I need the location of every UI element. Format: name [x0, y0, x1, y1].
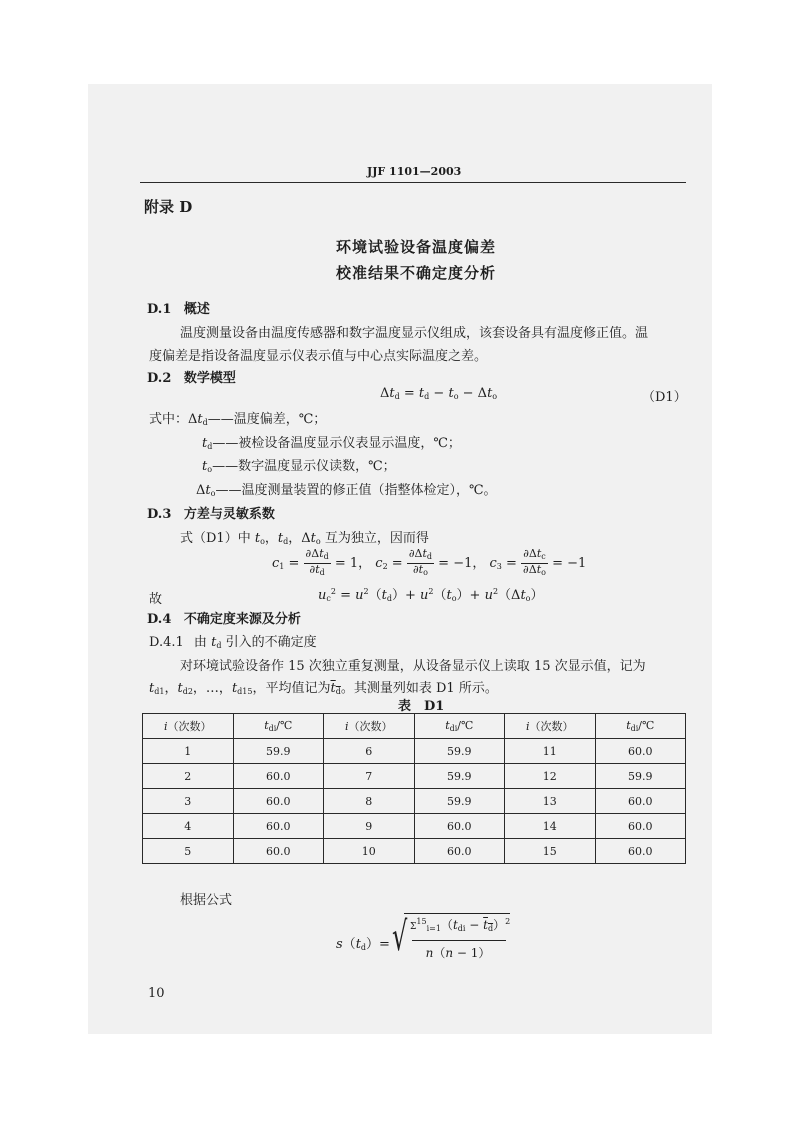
table-cell: 60.0 — [233, 789, 324, 814]
table-caption: 表 D1 — [398, 699, 445, 714]
header-temp-2: $t_{di}/℃$ — [414, 714, 505, 739]
where-prefix: 式中： — [149, 412, 189, 427]
table-cell: 60.0 — [595, 839, 686, 864]
title-line-2: 校准结果不确定度分析 — [336, 264, 497, 282]
table-cell: 60.0 — [595, 739, 686, 764]
section-d4-text-c: 。其测量列如表 D1 所示。 — [340, 681, 498, 696]
equation-d1-label: （D1） — [642, 390, 687, 405]
definition-2: $t_d——$被检设备温度显示仪表显示温度，℃； — [202, 436, 461, 451]
section-d3-text-b: 互为独立，因而得 — [324, 531, 429, 546]
section-d1-number: D.1 — [147, 302, 172, 317]
document-code: JJF 1101—2003 — [367, 165, 462, 178]
table-cell: 59.9 — [595, 764, 686, 789]
section-d2-title: 数学模型 — [183, 371, 236, 386]
combined-variance-equation: $u_c^2 = u^2(t_d)+ u^2(t_o)+ u^2(\Delta t_o)$ — [318, 587, 544, 603]
table-cell: 60.0 — [595, 789, 686, 814]
appendix-label: 附录 D — [144, 198, 193, 216]
table-header-row — [143, 714, 686, 739]
table-cell: 7 — [324, 764, 415, 789]
definition-3: $t_o——$数字温度显示仪读数，℃； — [202, 459, 396, 474]
table-cell: 2 — [143, 764, 234, 789]
section-d1-paragraph-line2: 度偏差是指设备温度显示仪表示值与中心点实际温度之差。 — [149, 349, 488, 364]
table-cell: 9 — [324, 814, 415, 839]
section-d4-number: D.4 — [147, 612, 172, 627]
table-cell: 10 — [324, 839, 415, 864]
table-row — [143, 839, 686, 864]
std-dev-denominator: n（n − 1） — [425, 946, 491, 960]
header-temp-3: $t_{di}/℃$ — [595, 714, 686, 739]
title-line-1: 环境试验设备温度偏差 — [336, 238, 497, 256]
section-d3-title: 方差与灵敏系数 — [183, 507, 275, 522]
definition-2-text: ——被检设备温度显示仪表显示温度，℃； — [212, 436, 461, 451]
section-d3-number: D.3 — [147, 507, 172, 522]
header-count-2: i（次数） — [324, 714, 415, 739]
section-d3-text-a: 式（D1）中 — [180, 531, 251, 546]
definition-1: 式中：$\Delta t_d——$温度偏差，℃； — [149, 412, 327, 427]
table-row — [143, 739, 686, 764]
std-dev-numerator: $\Sigma^{15}_{i=1}(t_{di} - t_d)^2$ — [410, 917, 511, 933]
header-rule — [140, 182, 686, 183]
table-row — [143, 814, 686, 839]
table-cell: 60.0 — [414, 839, 505, 864]
table-cell: 8 — [324, 789, 415, 814]
table-cell: 60.0 — [414, 814, 505, 839]
header-count-1: i（次数） — [143, 714, 234, 739]
table-cell: 1 — [143, 739, 234, 764]
sensitivity-coefficients: $c_1$ = $\frac{\partial\Delta t_d}{\partial t_d}$ = 1， $c_2$ = $\frac{\partial\Delta t_d}{\partial t_o}$ = −1， $c_3$ = $\frac{\partial\Delta t_c}{\partial\Delta t_o}$ = −1 — [272, 547, 587, 577]
subsection-d41-text-b: 引入的不确定度 — [225, 635, 317, 650]
fraction-c3: $\frac{\partial\Delta t_c}{\partial\Delta t_o}$ — [523, 547, 546, 577]
table-cell: 13 — [505, 789, 596, 814]
definition-1-text: ——温度偏差，℃； — [207, 412, 327, 427]
section-d4-paragraph-line2: $t_{d1}$，$t_{d2}$，…，$t_{d15}$，平均值记为$t_d$。其测量列如表 D1 所示。 — [149, 681, 498, 696]
section-d1-heading — [147, 298, 210, 317]
subsection-d41-number: D.4.1 — [149, 635, 184, 650]
section-d3-paragraph: 式（D1）中 $t_o$，$t_d$，$\Delta t_o$ 互为独立，因而得 — [180, 531, 429, 546]
section-d2-heading — [147, 367, 236, 386]
table-cell: 59.9 — [414, 789, 505, 814]
table-cell: 59.9 — [414, 764, 505, 789]
table-cell: 60.0 — [233, 839, 324, 864]
page-number: 10 — [148, 986, 165, 1001]
table-cell: 3 — [143, 789, 234, 814]
square-root-sign: √ — [392, 914, 408, 960]
fraction-c2: $\frac{\partial\Delta t_d}{\partial t_o}$ — [408, 547, 433, 577]
table-cell: 5 — [143, 839, 234, 864]
table-row — [143, 789, 686, 814]
table-cell: 12 — [505, 764, 596, 789]
table-cell: 59.9 — [233, 739, 324, 764]
definition-4-text: ——温度测量装置的修正值（指整体检定），℃。 — [215, 483, 497, 498]
header-count-3: i（次数） — [505, 714, 596, 739]
measurement-table — [142, 713, 686, 864]
section-d2-number: D.2 — [147, 371, 172, 386]
section-d3-heading — [147, 503, 275, 522]
table-row — [143, 764, 686, 789]
section-d1-paragraph-line1: 温度测量设备由温度传感器和数字温度显示仪组成，该套设备具有温度修正值。温 — [180, 326, 649, 341]
formula-intro: 根据公式 — [180, 893, 233, 908]
section-d4-heading — [147, 608, 301, 627]
table-cell: 11 — [505, 739, 596, 764]
table-cell: 6 — [324, 739, 415, 764]
section-d4-text-b: ，平均值记为 — [252, 681, 331, 696]
subsection-d41-heading: D.4.1 由 $t_d$ 引入的不确定度 — [149, 635, 317, 650]
table-cell: 59.9 — [414, 739, 505, 764]
equation-d1: $\Delta t_d = t_d - t_o - \Delta t_o$ — [380, 386, 498, 401]
section-d1-title: 概述 — [183, 302, 210, 317]
table-cell: 60.0 — [233, 764, 324, 789]
section-d4-title: 不确定度来源及分析 — [183, 612, 301, 627]
std-dev-fraction-bar — [412, 940, 506, 941]
therefore-label: 故 — [149, 592, 163, 607]
section-d4-paragraph-line1: 对环境试验设备作 15 次独立重复测量，从设备显示仪上读取 15 次显示值，记为 — [180, 659, 646, 674]
table-cell: 15 — [505, 839, 596, 864]
std-dev-lhs: $s(t_d)=$ — [336, 937, 390, 952]
fraction-c1: $\frac{\partial\Delta t_d}{\partial t_d}$ — [305, 547, 329, 577]
table-cell: 60.0 — [595, 814, 686, 839]
definition-3-text: ——数字温度显示仪读数，℃； — [212, 459, 396, 474]
table-cell: 4 — [143, 814, 234, 839]
definition-4: $\Delta t_o——$温度测量装置的修正值（指整体检定），℃。 — [196, 483, 497, 498]
table-cell: 14 — [505, 814, 596, 839]
header-temp-1: $t_{di}/℃$ — [233, 714, 324, 739]
table-cell: 60.0 — [233, 814, 324, 839]
subsection-d41-text-a: 由 — [193, 635, 207, 650]
